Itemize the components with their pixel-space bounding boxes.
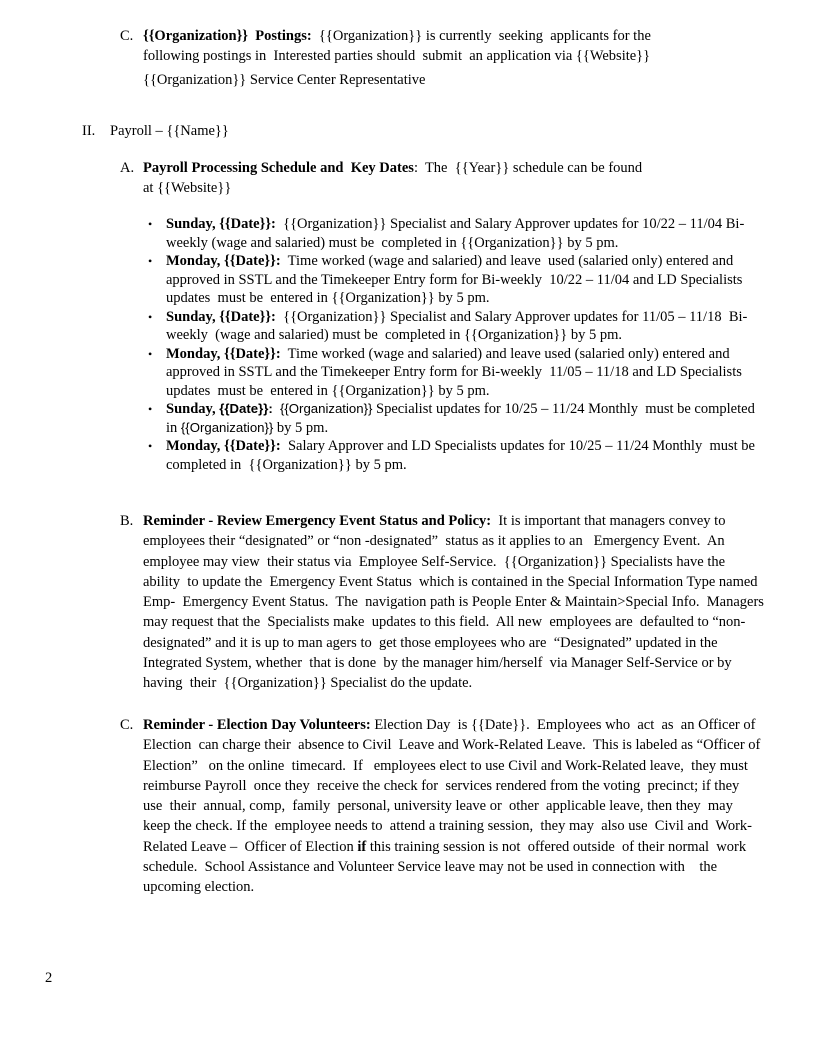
bullet-item-sunday-1 [148, 215, 766, 252]
page-number: 2 [45, 970, 53, 986]
item-c-election-reminder [120, 715, 763, 898]
list-label-b: B. [120, 513, 134, 529]
bullet-icon: • [148, 402, 153, 416]
bullet-item-sunday-3 [148, 400, 766, 437]
bullet-text: Sunday, {{Date}}: {{Organization}} Specialist and Salary Approver updates for 10/22 – 11/04 Bi- weekly (wage and salaried) must be completed in {{Organization}} by 5 pm. [166, 216, 752, 251]
list-label-ii: II. [82, 123, 96, 139]
schedule-paragraph: Payroll Processing Schedule and Key Dates: The {{Year}} schedule can be found at {{Website}} [143, 160, 650, 197]
bullet-text: Monday, {{Date}}: Salary Approver and LD Specialists updates for 10/25 – 11/24 Monthly must be completed in {{Organization}} by 5 pm. [166, 438, 759, 473]
bullet-icon: • [148, 309, 153, 324]
bullet-icon: • [148, 217, 153, 231]
bullet-text: Sunday, {{Date}}: {{Organization}} Specialist updates for 10/25 – 11/24 Monthly must be completed in {{Organization}} by 5 pm. [166, 401, 759, 436]
section-payroll-heading [82, 121, 229, 141]
election-reminder-paragraph: Reminder - Election Day Volunteers: Election Day is {{Date}}. Employees who act as an Officer of Election can charge their absence to Civil Leave and Work-Related Leave. This is labeled as “Officer of Election” on the online timecard. If employees elect to use Civil and Work-Related leave, they must reimburse Payroll once they receive the check for services rendered from the voting precinct; if they use their annual, comp, family personal, university leave or other applicable leave, then they may keep the check. If the employee needs to attend a training session, they may also use Civil and Work-Related Leave – Officer of Election if this training session is not offered outside of their normal work schedule. School Assistance and Volunteer Service leave may not be used in connection with the upcoming election. [143, 717, 765, 896]
bullet-text: Monday, {{Date}}: Time worked (wage and salaried) and leave used (salaried only) entered and approved in SSTL and the Timekeeper Entry form for Bi-weekly 11/05 – 11/18 and LD Specialists updates must be entered in {{Organization}} by 5 pm. [166, 345, 746, 399]
bullet-item-monday-1 [148, 252, 766, 308]
bullet-icon: • [148, 439, 153, 453]
list-label-c-postings: C. [120, 28, 134, 44]
item-a-schedule [120, 158, 648, 199]
item-b-emergency-reminder [120, 511, 768, 694]
bullet-item-sunday-2 [148, 308, 766, 345]
list-label-c-election: C. [120, 717, 134, 733]
emergency-reminder-paragraph: Reminder - Review Emergency Event Status and Policy: It is important that managers convey to employees their “designated” or “non -designated” status as it applies to an Emergency Event. An employee may view their status via Employee Self-Service. {{Organization}} Specialists have the ability to update the Emergency Event Status which is contained in the Special Information Type named Emp- Emergency Event Status. The navigation path is People Enter & Maintain>Special Info. Managers may request that the Specialists make updates to this field. All new employees are defaulted to “non-designated” and it is up to man agers to get those employees who are “Designated” updated in the Integrated System, whether that is done by the manager him/herself via Manager Self-Service or by having their {{Organization}} Specialist do the update. [143, 513, 768, 692]
bullet-text: Sunday, {{Date}}: {{Organization}} Specialist and Salary Approver updates for 11/05 – 11/18 Bi-weekly (wage and salaried) must be completed in {{Organization}} by 5 pm. [166, 308, 748, 343]
key-dates-bullet-list [148, 215, 766, 474]
bullet-item-monday-3 [148, 437, 766, 474]
bullet-icon: • [148, 254, 153, 268]
postings-contact-line: {{Organization}} Service Center Representative [143, 71, 426, 88]
bullet-item-monday-2 [148, 345, 766, 401]
postings-paragraph: {{Organization}} Postings: {{Organization}} is currently seeking applicants for the following postings in Interested parties should submit an application via {{Website}} [143, 28, 655, 65]
payroll-heading-text: Payroll – {{Name}} [110, 123, 229, 139]
bullet-text: Monday, {{Date}}: Time worked (wage and salaried) and leave used (salaried only) entered and approved in SSTL and the Timekeeper Entry form for Bi-weekly 10/22 – 11/04 and LD Specialists updates must be entered in {{Organization}} by 5 pm. [166, 253, 747, 306]
list-label-a: A. [120, 160, 135, 176]
bullet-icon: • [148, 346, 153, 361]
section-postings [120, 26, 705, 90]
postings-body [143, 26, 705, 90]
